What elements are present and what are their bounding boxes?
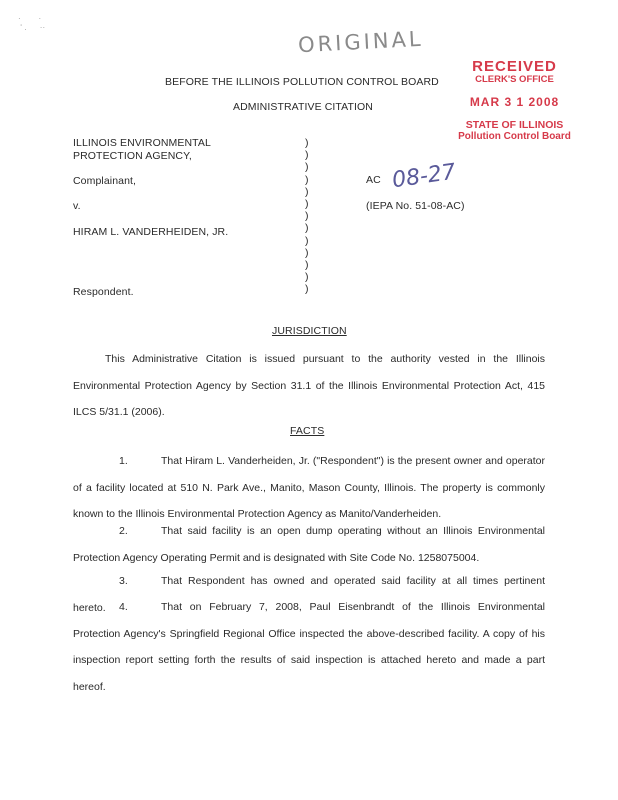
respondent-label: Respondent.: [73, 286, 134, 298]
respondent-name: HIRAM L. VANDERHEIDEN, JR.: [73, 226, 229, 238]
original-stamp: ORIGINAL: [297, 26, 425, 58]
fact-4-text: That on February 7, 2008, Paul Eisenbrandt of the Illinois Environmental Protection Agency's Springfield Regional Office inspected the above-described facility. A copy of his inspection report setting forth the results of said inspection is attached hereto and made a part hereof.: [73, 601, 545, 693]
fact-4: [73, 594, 545, 700]
fact-1: [73, 448, 545, 528]
jurisdiction-heading: JURISDICTION: [272, 325, 347, 337]
fact-4-number: 4.: [119, 601, 128, 613]
complainant-name-line1: ILLINOIS ENVIRONMENTAL: [73, 137, 211, 149]
caption-parentheses: ) ) ) ) ) ) ) ) ) ) ) ) ): [305, 137, 309, 296]
citation-heading: ADMINISTRATIVE CITATION: [233, 101, 373, 113]
state-label: STATE OF ILLINOIS: [465, 119, 564, 131]
versus-label: v.: [73, 200, 81, 212]
fact-1-number: 1.: [119, 455, 128, 467]
ac-number-handwritten: 08-27: [390, 159, 458, 194]
fact-2-text: That said facility is an open dump operating without an Illinois Environmental Protection Agency Operating Permit and is designated with Site Code No. 1258075004.: [73, 525, 545, 564]
fact-2: [73, 518, 545, 571]
received-label: RECEIVED: [472, 58, 557, 75]
received-date: MAR 3 1 2008: [469, 95, 560, 109]
received-stamp: [452, 58, 577, 142]
fact-1-text: That Hiram L. Vanderheiden, Jr. ("Respondent") is the present owner and operator of a facility located at 510 N. Park Ave., Manito, Mason County, Illinois. The property is commonly known to the Illinois Environmental Protection Agency as Manito/Vanderheiden.: [73, 455, 545, 520]
board-label: Pollution Control Board: [458, 131, 571, 142]
complainant-label: Complainant,: [73, 175, 137, 187]
fact-3-number: 3.: [119, 575, 128, 587]
scan-specks: · · ‘ . ··: [18, 14, 46, 32]
fact-2-number: 2.: [119, 525, 128, 537]
complainant-name-line2: PROTECTION AGENCY,: [73, 150, 192, 162]
fact-3-text: That Respondent has owned and operated said facility at all times pertinent hereto.: [73, 575, 545, 614]
jurisdiction-paragraph: This Administrative Citation is issued pursuant to the authority vested in the Illinois Environmental Protection Agency by Section 31.1 of the Illinois Environmental Protection Act, 415 ILCS 5/31.1 (2006).: [73, 353, 545, 418]
iepa-number: (IEPA No. 51-08-AC): [366, 200, 465, 212]
ac-label: AC: [366, 174, 381, 186]
board-heading: BEFORE THE ILLINOIS POLLUTION CONTROL BOARD: [165, 76, 439, 88]
facts-heading: FACTS: [290, 425, 325, 437]
clerks-office-label: CLERK'S OFFICE: [475, 74, 554, 85]
